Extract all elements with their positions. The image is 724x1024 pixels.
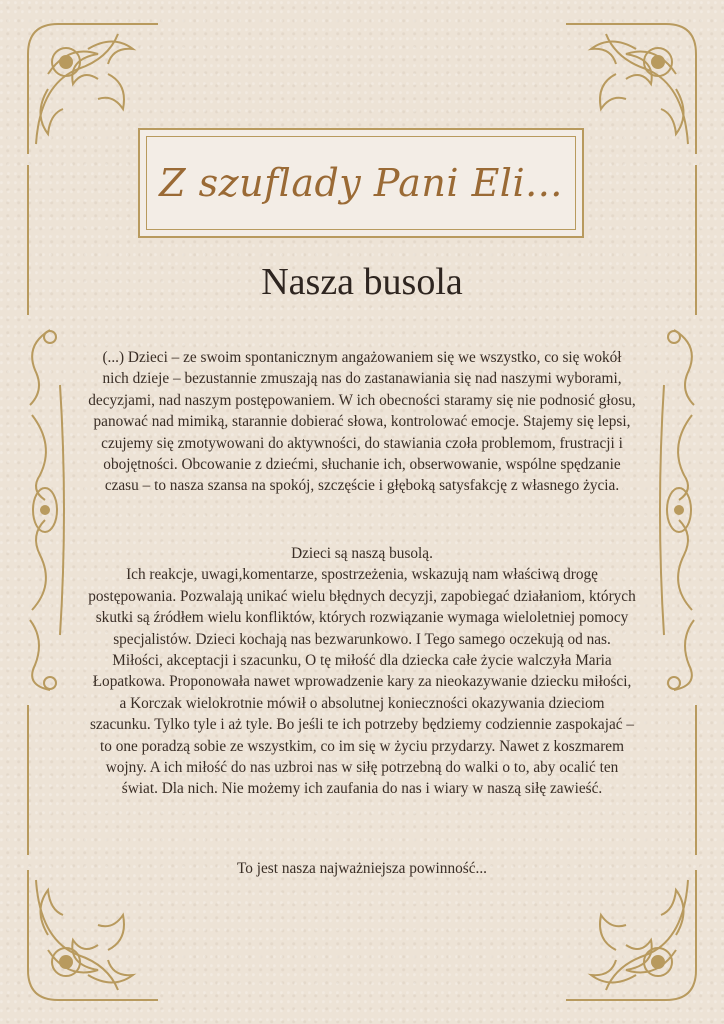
paragraph-2 [88,543,636,800]
banner-title: Z szuflady Pani Eli... [159,161,563,205]
edge-line-left-bottom [27,705,29,855]
corner-ornament-bottom-left-icon [18,860,168,1010]
paragraph-3: To jest nasza najważniejsza powinność... [237,860,487,877]
paragraph-1: (...) Dzieci – ze swoim spontanicznym angażowaniem się we wszystko, co się wokół nich dzieje – bezustannie zmuszają nas do zastanawiania się nad naszymi wyborami, decyzjami, nad naszym postępowaniem. W ich obecności staramy się nie podnosić głosu, panować nad mimiką, starannie dobierać słowa, kontrolować emocje. Stajemy się lepsi, czujemy się zmotywowani do aktywności, do stawiania czoła problemom, frustracji i obojętności. Obcowanie z dziećmi, słuchanie ich, obserwowanie, wspólne spędzanie czasu – to nasza szansa na spokój, szczęście i głęboką satysfakcję z własnego życia. [88,349,636,495]
side-ornament-left-icon [20,325,70,695]
side-ornament-right-icon [654,325,704,695]
page-title: Nasza busola [261,261,463,303]
header-banner-inner [146,136,576,230]
corner-ornament-bottom-right-icon [556,860,706,1010]
paragraph-2-body: Ich reakcje, uwagi,komentarze, spostrzeżenia, wskazują nam właściwą drogę postępowania. Pozwalają unikać wielu błędnych decyzji, zapobiegać działaniom, których skutki są źródłem wielu konfliktów, których rozwiązanie wymaga wieloletniej pomocy specjalistów. Dzieci kochają nas bezwarunkowo. I Tego samego oczekują od nas. Miłości, akceptacji i szacunku, O tę miłość dla dziecka całe życie walczyła Maria Łopatkowa. Proponowała nawet wprowadzenie kary za nieokazywanie dziecku miłości, a Korczak wielokrotnie mówił o absolutnej konieczności okazywania dzieciom szacunku. Tylko tyle i aż tyle. Bo jeśli te ich potrzeby będziemy codziennie zaspokajać – to one poradzą sobie ze wszystkim, co im się w życiu przydarzy. Nawet z koszmarem wojny. A ich miłość do nas uzbroi nas w siłę potrzebną do walki o to, aby ocalić ten świat. Dla nich. Nie możemy ich zaufania do nas i wiary w naszą siłę zawieść. [88,566,636,798]
paragraph-2-lead: Dzieci są naszą busolą. [291,545,433,562]
header-banner [138,128,584,238]
edge-line-right-bottom [695,705,697,855]
